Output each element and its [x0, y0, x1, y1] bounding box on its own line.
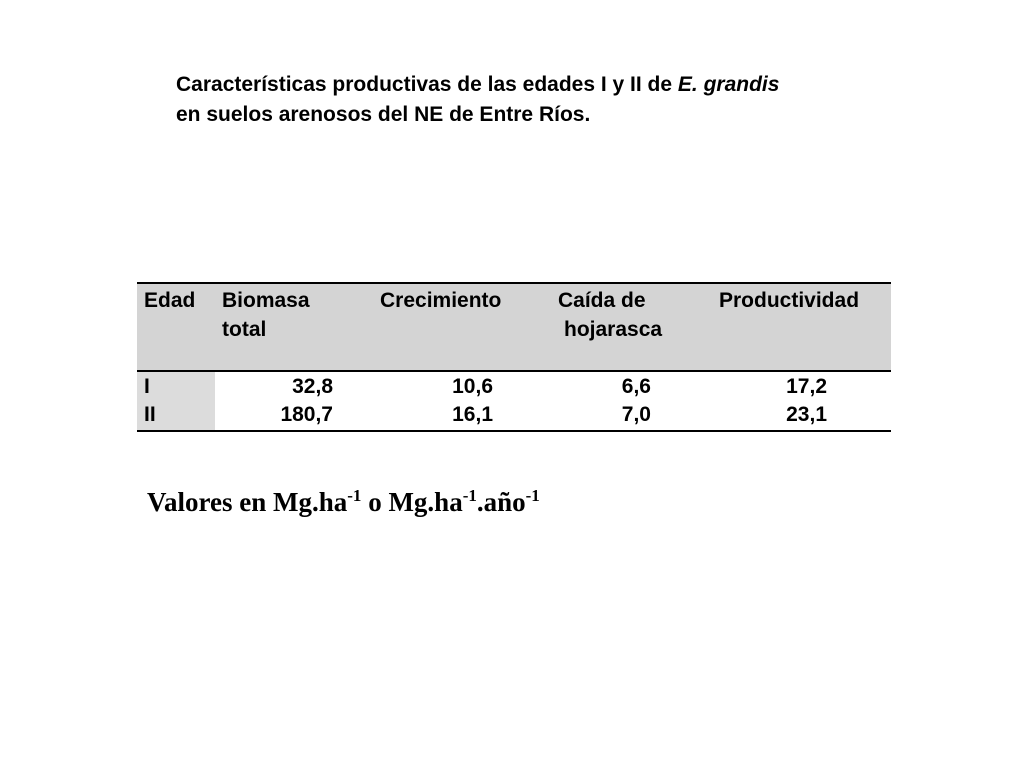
header-caida-line-1: Caída de [558, 289, 646, 312]
header-productividad-label: Productividad [719, 289, 860, 312]
caption-line-1-text: Características productivas de las edades I y II de [176, 73, 678, 96]
cell-crecimiento-row-2: 16,1 [452, 403, 493, 426]
column-biomasa [257, 373, 333, 429]
cell-productividad-row-1: 17,2 [786, 375, 827, 398]
units-note [147, 484, 540, 520]
units-suffix: .año [476, 487, 526, 517]
units-mid: o Mg.ha [361, 487, 463, 517]
caption-line-2: en suelos arenosos del NE de Entre Ríos. [176, 103, 591, 126]
table-top-rule [137, 282, 891, 284]
units-exponent-2: -1 [462, 486, 477, 505]
cell-edad-row-1: I [144, 375, 150, 398]
header-crecimiento-label: Crecimiento [380, 289, 502, 312]
cell-biomasa-row-2: 180,7 [280, 403, 333, 426]
header-biomasa-line-2: total [222, 318, 267, 341]
units-exponent-1: -1 [347, 486, 362, 505]
cell-edad-row-2: II [144, 403, 156, 426]
table-caption [176, 70, 956, 130]
units-exponent-3: -1 [525, 486, 540, 505]
header-productividad [719, 286, 859, 315]
header-caida-line-2: hojarasca [564, 318, 663, 341]
header-crecimiento [380, 286, 501, 315]
header-edad [144, 286, 195, 315]
header-biomasa [222, 286, 310, 344]
cell-crecimiento-row-1: 10,6 [452, 375, 493, 398]
header-biomasa-line-1: Biomasa [222, 289, 310, 312]
caption-species: E. grandis [677, 73, 780, 96]
table-header-rule [137, 370, 891, 372]
column-productividad [751, 373, 827, 429]
column-edad [144, 373, 156, 429]
cell-caida-row-2: 7,0 [621, 403, 651, 426]
column-crecimiento [417, 373, 493, 429]
cell-caida-row-1: 6,6 [621, 375, 651, 398]
units-prefix: Valores en Mg.ha [147, 487, 348, 517]
column-caida [587, 373, 651, 429]
caption-line-1 [176, 70, 956, 100]
table-bottom-rule [137, 430, 891, 432]
header-edad-label: Edad [144, 289, 196, 312]
header-caida [558, 286, 662, 344]
cell-productividad-row-2: 23,1 [786, 403, 827, 426]
cell-biomasa-row-1: 32,8 [292, 375, 333, 398]
